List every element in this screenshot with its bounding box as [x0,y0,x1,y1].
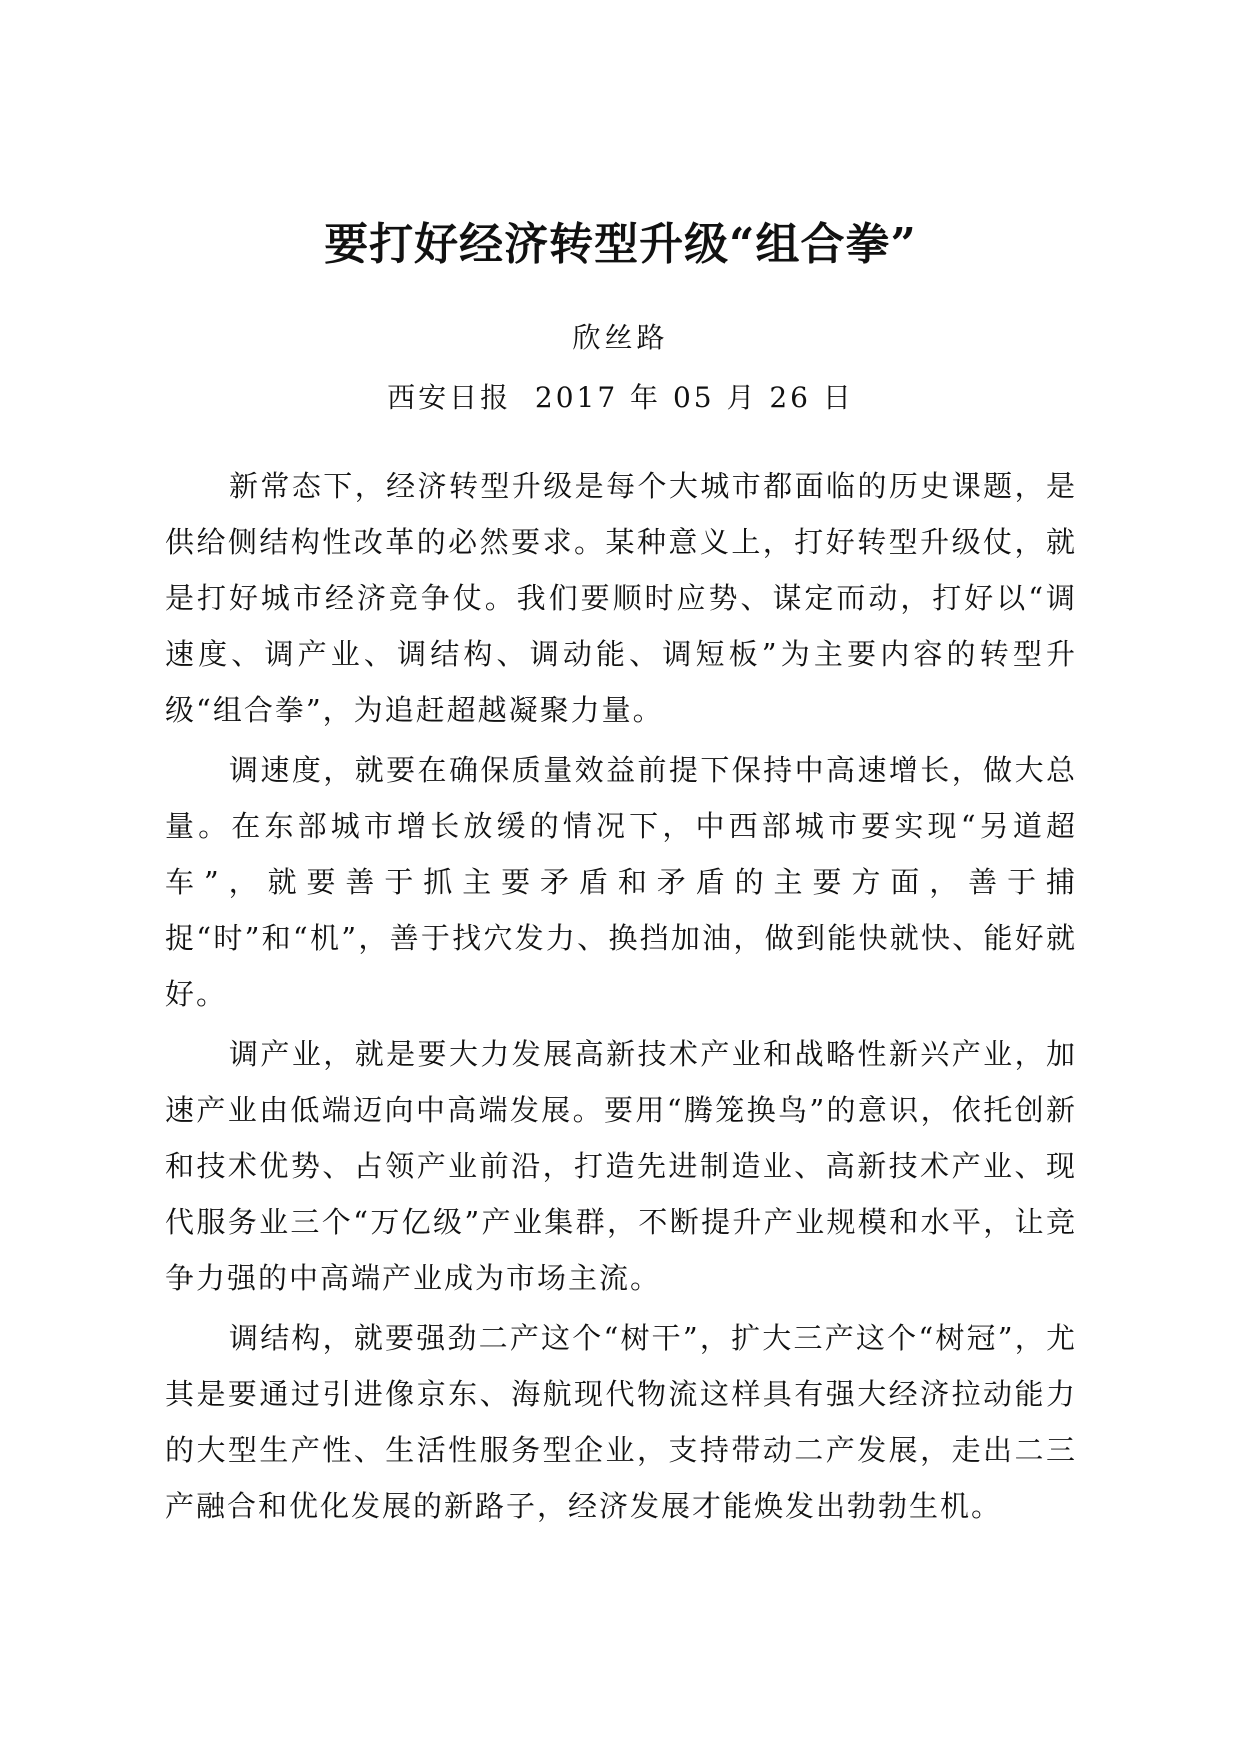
paragraph: 调速度，就要在确保质量效益前提下保持中高速增长，做大总量。在东部城市增长放缓的情况下，中西部城市要实现“另道超车”，就要善于抓主要矛盾和矛盾的主要方面，善于捕捉“时”和“机”，善于找穴发力、换挡加油，做到能快就快、能好就好。 [165,753,1077,1011]
article-source: 西安日报 2017 年 05 月 26 日 [387,381,854,414]
article-author: 欣丝路 [572,321,669,354]
article-title: 要打好经济转型升级“组合拳” [324,219,917,270]
paragraph: 调产业，就是要大力发展高新技术产业和战略性新兴产业，加速产业由低端迈向中高端发展。要用“腾笼换鸟”的意识，依托创新和技术优势、占领产业前沿，打造先进制造业、高新技术产业、现代服务业三个“万亿级”产业集群，不断提升产业规模和水平，让竞争力强的中高端产业成为市场主流。 [165,1037,1077,1295]
paragraph: 新常态下，经济转型升级是每个大城市都面临的历史课题，是供给侧结构性改革的必然要求。某种意义上，打好转型升级仗，就是打好城市经济竞争仗。我们要顺时应势、谋定而动，打好以“调速度、调产业、调结构、调动能、调短板”为主要内容的转型升级“组合拳”，为追赶超越凝聚力量。 [165,469,1077,727]
paragraph: 调结构，就要强劲二产这个“树干”，扩大三产这个“树冠”，尤其是要通过引进像京东、海航现代物流这样具有强大经济拉动能力的大型生产性、生活性服务型企业，支持带动二产发展，走出二三产融合和优化发展的新路子，经济发展才能焕发出勃勃生机。 [165,1321,1077,1523]
article-body [165,458,1077,1538]
